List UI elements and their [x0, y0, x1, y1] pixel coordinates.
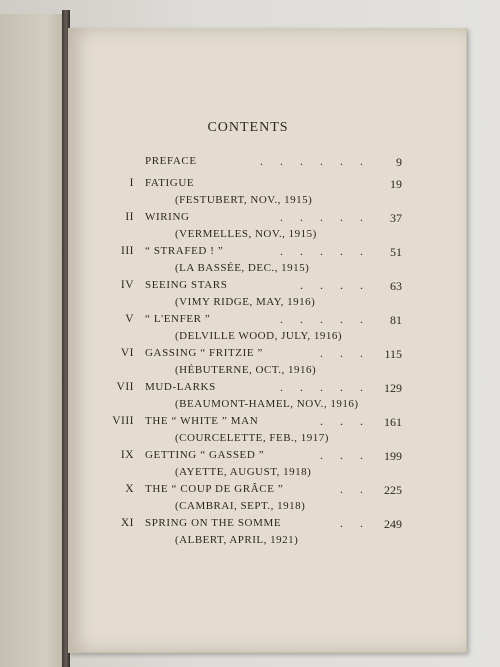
chapter-subtitle: (HÉBUTERNE, OCT., 1916) [175, 364, 317, 376]
dot-leader: . . . . . [280, 312, 370, 326]
chapter-number: VIII [112, 415, 134, 427]
chapter-title: THE “ COUP DE GRÂCE ” [145, 483, 284, 495]
chapter-subtitle: (BEAUMONT-HAMEL, NOV., 1916) [175, 398, 359, 410]
page-number: 81 [390, 313, 402, 327]
chapter-subtitle: (CAMBRAI, SEPT., 1918) [175, 500, 306, 512]
chapter-number: X [125, 483, 134, 495]
chapter-subtitle: (LA BASSÉE, DEC., 1915) [175, 262, 310, 274]
chapter-title: SPRING ON THE SOMME [145, 517, 282, 529]
page-number: 37 [390, 211, 402, 225]
page-number: 63 [390, 279, 402, 293]
chapter-title: “ STRAFED ! ” [145, 245, 224, 257]
chapter-subtitle: (VERMELLES, NOV., 1915) [175, 228, 317, 240]
chapter-number: I [129, 177, 134, 189]
dot-leader: . . [340, 482, 370, 496]
page-number: 129 [384, 381, 402, 395]
dot-leader: . . . . . [280, 210, 370, 224]
chapter-number: V [125, 313, 134, 325]
chapter-number: III [121, 245, 134, 257]
page-number: 161 [384, 415, 402, 429]
chapter-subtitle: (AYETTE, AUGUST, 1918) [175, 466, 312, 478]
chapter-subtitle: (VIMY RIDGE, MAY, 1916) [175, 296, 316, 308]
page-number: 9 [396, 155, 402, 169]
page-title: CONTENTS [207, 120, 289, 135]
dot-leader: . . [340, 516, 370, 530]
chapter-title: SEEING STARS [145, 279, 228, 291]
chapter-number: VI [120, 347, 134, 359]
dot-leader: . . . [320, 346, 370, 360]
dot-leader: . . . [320, 448, 370, 462]
chapter-title: GASSING “ FRITZIE ” [145, 347, 264, 359]
chapter-number: XI [120, 517, 134, 529]
dot-leader: . . . [320, 414, 370, 428]
dot-leader: . . . . [300, 278, 370, 292]
dot-leader: . . . . . [280, 244, 370, 258]
chapter-subtitle: (ALBERT, APRIL, 1921) [175, 534, 299, 546]
chapter-subtitle: (FESTUBERT, NOV., 1915) [175, 194, 313, 206]
dot-leader: . . . . . [280, 380, 370, 394]
chapter-number: IV [120, 279, 134, 291]
chapter-title: WIRING [145, 211, 190, 223]
page-number: 115 [384, 347, 402, 361]
chapter-title: “ L'ENFER ” [145, 313, 211, 325]
chapter-number: VII [116, 381, 134, 393]
dot-leader: . . . . . . [260, 154, 370, 168]
page-number: 249 [384, 517, 402, 531]
chapter-title: MUD-LARKS [145, 381, 216, 393]
page-number: 225 [384, 483, 402, 497]
chapter-title: PREFACE [145, 155, 197, 167]
chapter-title: FATIGUE [145, 177, 195, 189]
toc-entry-11 [0, 517, 500, 557]
page-number: 51 [390, 245, 402, 259]
chapter-number: IX [120, 449, 134, 461]
page-number: 19 [390, 177, 402, 191]
chapter-subtitle: (COURCELETTE, FEB., 1917) [175, 432, 329, 444]
chapter-title: THE “ WHITE ” MAN [145, 415, 259, 427]
chapter-subtitle: (DELVILLE WOOD, JULY, 1916) [175, 330, 343, 342]
chapter-number: II [125, 211, 134, 223]
page-number: 199 [384, 449, 402, 463]
chapter-title: GETTING “ GASSED ” [145, 449, 265, 461]
